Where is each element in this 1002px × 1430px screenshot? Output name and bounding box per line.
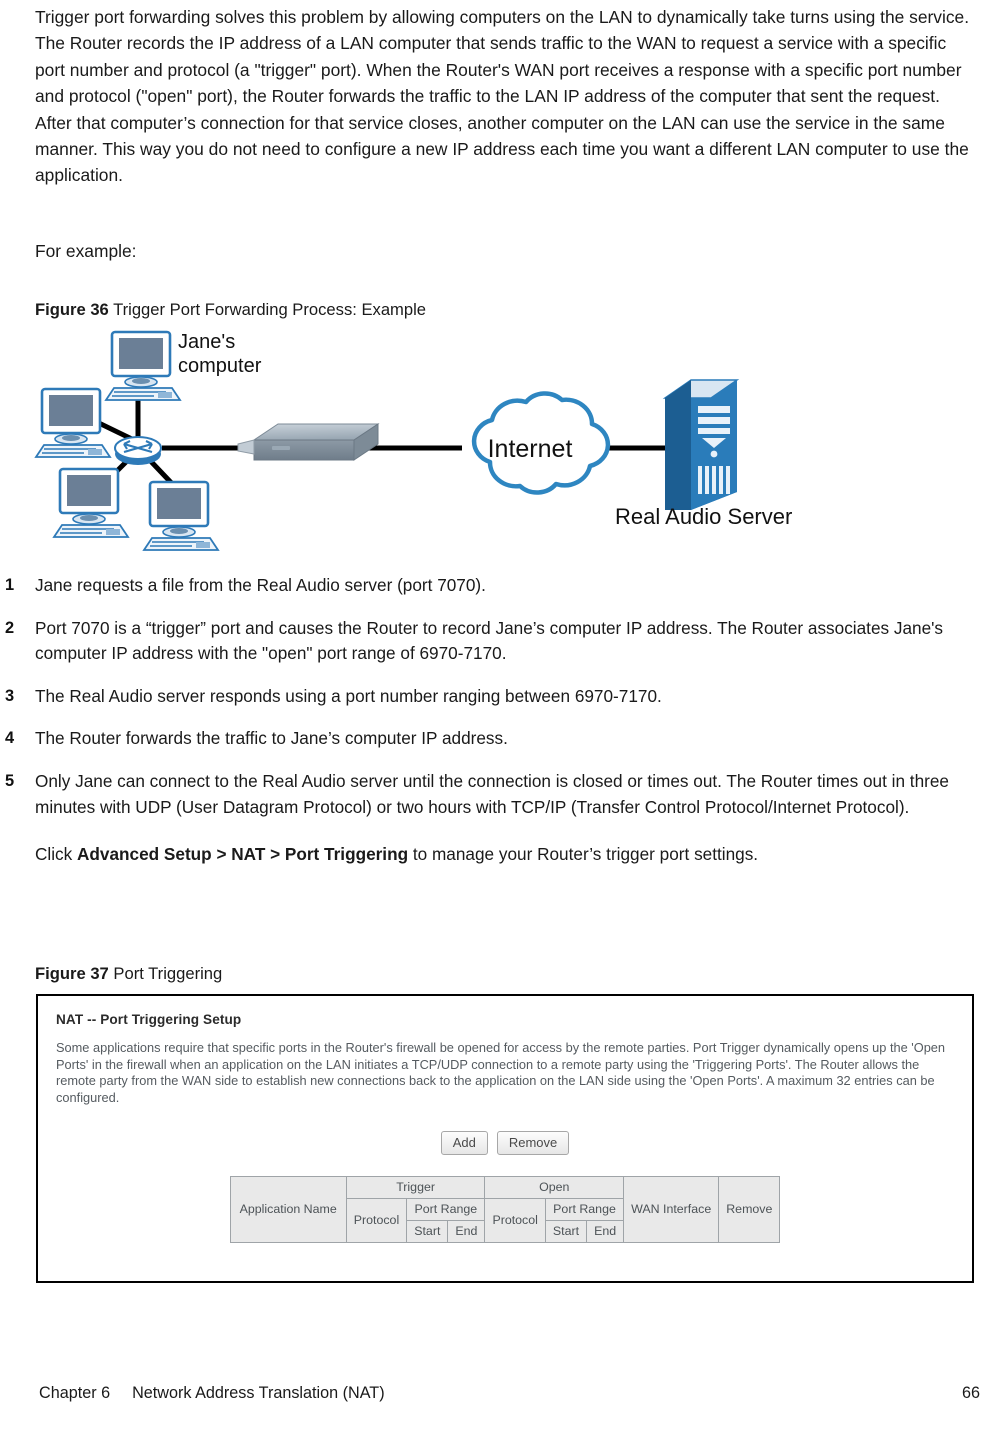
- col-application-name: Application Name: [230, 1177, 346, 1243]
- lan-computer-left-icon: [36, 389, 110, 457]
- janes-computer-label-line1: Jane's: [178, 331, 236, 353]
- gateway-device-icon: [238, 424, 378, 460]
- table-header-row-1: [230, 1177, 780, 1199]
- list-item: [0, 726, 1002, 752]
- list-item-text: The Router forwards the traffic to Jane’s computer IP address.: [35, 728, 508, 749]
- col-wan-interface: WAN Interface: [624, 1177, 719, 1243]
- figure-37-number: Figure 37: [35, 964, 109, 983]
- steps-list: [0, 573, 1002, 868]
- list-item: [0, 616, 1002, 667]
- list-item-number: 2: [5, 618, 15, 637]
- click-note-path: Advanced Setup > NAT > Port Triggering: [77, 844, 409, 865]
- footer-page-number: 66: [961, 1384, 980, 1402]
- click-note-suffix: to manage your Router’s trigger port settings.: [408, 844, 759, 865]
- list-item-number: 1: [5, 576, 15, 594]
- list-item: [0, 573, 1002, 599]
- list-item-text: The Real Audio server responds using a port number ranging between 6970-7170.: [35, 685, 662, 706]
- list-item-number: 5: [5, 771, 15, 790]
- col-open-start: Start: [545, 1221, 586, 1243]
- footer-section: Network Address Translation (NAT): [132, 1384, 385, 1402]
- figure-36-title: Trigger Port Forwarding Process: Example: [113, 300, 427, 319]
- network-hub-icon: [115, 437, 161, 465]
- list-item-text: Port 7070 is a “trigger” port and causes the Router to record Jane’s computer IP address. The Router associates Jane's computer IP address with the "open" port range of 6970-7170.: [35, 617, 944, 664]
- list-item-text: Jane requests a file from the Real Audio server (port 7070).: [35, 575, 486, 595]
- col-trigger-start: Start: [407, 1221, 448, 1243]
- click-path-note: [35, 842, 970, 868]
- col-group-open: Open: [485, 1177, 624, 1199]
- figure-36-number: Figure 36: [35, 300, 109, 319]
- col-remove: Remove: [719, 1177, 780, 1243]
- list-item-text: Only Jane can connect to the Real Audio server until the connection is closed or times out. The Router times out in three minutes with UDP (User Datagram Protocol) or two hours with TCP/IP (Transfer Control Protocol/Internet Protocol).: [35, 770, 949, 817]
- janes-computer-label-line2: computer: [178, 355, 262, 377]
- footer-breadcrumb: [39, 1384, 385, 1403]
- figure-37-title: Port Triggering: [113, 964, 223, 983]
- col-trigger-protocol: Protocol: [346, 1199, 406, 1243]
- figure-36-caption: [35, 299, 426, 321]
- lan-computer-bottom-left-icon: [54, 469, 128, 537]
- col-open-end: End: [587, 1221, 624, 1243]
- figure-37-caption: [35, 963, 222, 985]
- lan-computer-bottom-right-icon: [144, 482, 218, 550]
- col-trigger-end: End: [448, 1221, 485, 1243]
- col-trigger-port-range: Port Range: [407, 1199, 485, 1221]
- internet-cloud-icon: [474, 393, 608, 492]
- col-group-trigger: Trigger: [346, 1177, 485, 1199]
- router-ui-heading: NAT -- Port Triggering Setup: [56, 1012, 242, 1027]
- col-open-port-range: Port Range: [545, 1199, 623, 1221]
- intro-paragraph: Trigger port forwarding solves this problem by allowing computers on the LAN to dynamically take turns using the service. The Router records the IP address of a LAN computer that sends traffic to the WAN to request a service with a specific port number and protocol (a "trigger" port). When the Router's WAN port receives a response with a specific port number and protocol ("open" port), the Router forwards the traffic to the LAN IP address of the computer that sent the request. After that computer’s connection for that service closes, another computer on the LAN can use the service in the same manner. This way you do not need to configure a new IP address each time you want a different LAN computer to use the application.: [35, 7, 970, 186]
- list-item: [0, 769, 1002, 820]
- real-audio-server-icon: [665, 380, 737, 510]
- col-open-protocol: Protocol: [485, 1199, 545, 1243]
- page-footer: [0, 1384, 1002, 1410]
- port-triggering-table: [230, 1176, 781, 1243]
- remove-button[interactable]: Remove: [497, 1131, 569, 1155]
- click-note-prefix: Click: [35, 844, 78, 865]
- port-triggering-table-wrap: [38, 1176, 972, 1243]
- list-item: [0, 684, 1002, 710]
- svg-text:Internet: Internet: [487, 435, 573, 463]
- add-button[interactable]: Add: [441, 1131, 488, 1155]
- real-audio-server-label: Real Audio Server: [615, 504, 793, 529]
- router-ui-description: Some applications require that specific ports in the Router's firewall be opened for access by the remote parties. Port Trigger dynamically opens up the 'Open Ports' in the firewall when an application on the LAN initiates a TCP/UDP connection to a remote party using the 'Triggering Ports'. The Router allows the remote party from the WAN side to establish new connections back to the application on the LAN side using the 'Open Ports'. A maximum 32 entries can be configured.: [56, 1040, 946, 1105]
- port-triggering-screenshot: [36, 994, 974, 1283]
- list-item-number: 3: [5, 686, 15, 705]
- for-example-text: For example:: [35, 241, 137, 261]
- footer-chapter: Chapter 6: [39, 1384, 111, 1402]
- router-ui-button-row: [38, 1131, 972, 1155]
- network-diagram: [10, 322, 820, 552]
- list-item-number: 4: [5, 729, 15, 748]
- janes-computer-icon: [106, 332, 180, 400]
